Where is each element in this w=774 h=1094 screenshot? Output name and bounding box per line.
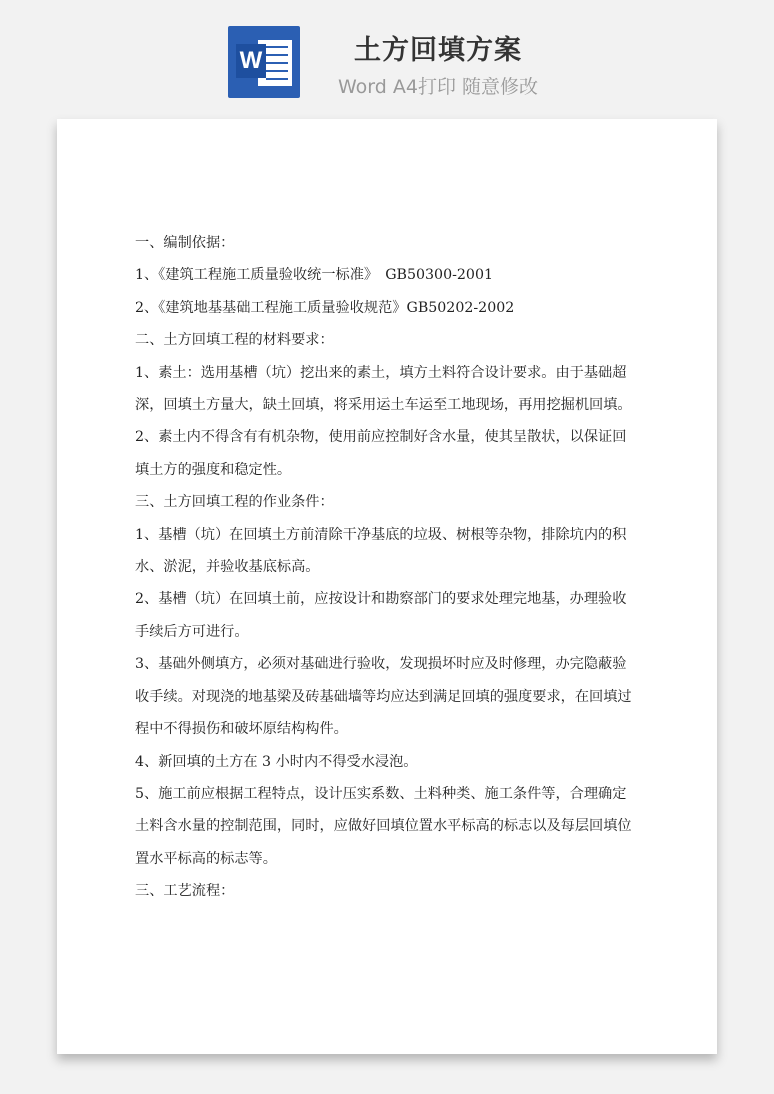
paragraph: 1、《建筑工程施工质量验收统一标准》 GB50300-2001 (135, 267, 493, 284)
paragraph: 2、《建筑地基基础工程施工质量验收规范》GB50202-2002 (135, 299, 515, 316)
document-content (135, 227, 639, 908)
section-heading: 二、土方回填工程的材料要求： (135, 332, 334, 349)
word-letter: W (236, 44, 266, 78)
page-subtitle: Word A4打印 随意修改 (337, 76, 538, 98)
paragraph: 2、基槽（坑）在回填土前，应按设计和勘察部门的要求处理完地基，办理验收手续后方可进行。 (135, 591, 627, 640)
section-heading: 三、工艺流程： (135, 883, 235, 900)
header (0, 0, 774, 110)
page-title: 土方回填方案 (354, 35, 522, 66)
document-page (57, 119, 717, 1054)
paragraph: 3、基础外侧填方，必须对基础进行验收，发现损坏时应及时修理，办完隐蔽验收手续。对现浇的地基梁及砖基础墙等均应达到满足回填的强度要求，在回填过程中不得损伤和破坏原结构构件。 (135, 656, 632, 738)
section-heading: 三、土方回填工程的作业条件： (135, 494, 334, 511)
paragraph: 4、新回填的土方在 3 小时内不得受水浸泡。 (135, 753, 418, 770)
paragraph: 1、基槽（坑）在回填土方前清除干净基底的垃圾、树根等杂物，排除坑内的积水、淤泥，并验收基底标高。 (135, 526, 627, 576)
paragraph: 1、素土：选用基槽（坑）挖出来的素土，填方土料符合设计要求。由于基础超深，回填土方量大，缺土回填，将采用运土车运至工地现场，再用挖掘机回填。 (135, 364, 632, 414)
word-icon (228, 26, 300, 98)
section-heading: 一、编制依据： (135, 235, 235, 251)
paragraph: 5、施工前应根据工程特点，设计压实系数、土料种类、施工条件等，合理确定土料含水量的控制范围，同时，应做好回填位置水平标高的标志以及每层回填位置水平标高的标志等。 (135, 785, 632, 867)
paragraph: 2、素土内不得含有有机杂物，使用前应控制好含水量，使其呈散状，以保证回填土方的强度和稳定性。 (135, 429, 627, 478)
